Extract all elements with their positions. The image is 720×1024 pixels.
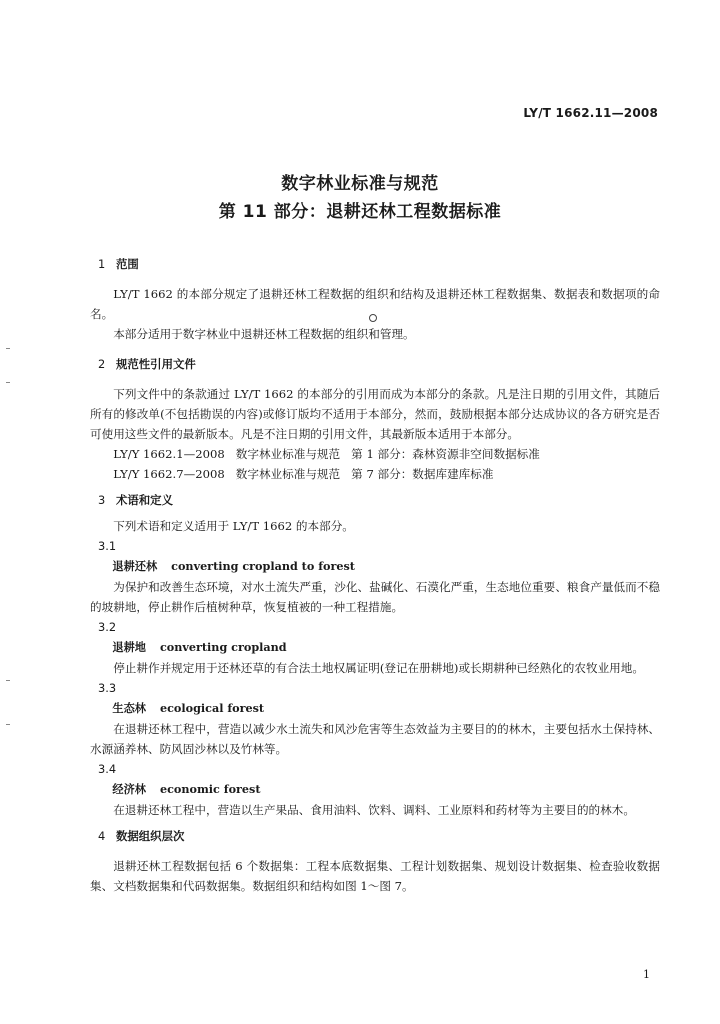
section-heading-3 xyxy=(98,490,660,510)
term-en: economic forest xyxy=(159,782,261,796)
reference-item: LY/Y 1662.1—2008 数字林业标准与规范 第 1 部分：森林资源非空间数据标准 xyxy=(113,447,540,461)
paragraph: 下列术语和定义适用于 LY/T 1662 的本部分。 xyxy=(113,519,354,533)
title-line-2: 第 11 部分：退耕还林工程数据标准 xyxy=(218,202,502,222)
term-zh: 生态林 xyxy=(112,702,146,715)
term-name xyxy=(90,779,660,800)
term-zh: 退耕还林 xyxy=(112,560,158,573)
paragraph: 本部分适用于数字林业中退耕还林工程数据的组织和管理。 xyxy=(113,327,415,341)
term-definition: 在退耕还林工程中，营造以减少水土流失和风沙危害等生态效益为主要目的的林木，主要包括水土保持林、水源涵养林、防风固沙林以及竹林等。 xyxy=(90,722,660,756)
section-heading-4 xyxy=(98,826,660,846)
margin-tick xyxy=(6,382,10,383)
standard-code: LY/T 1662.11—2008 xyxy=(523,106,658,120)
section-number: 2 xyxy=(98,357,106,371)
term-number: 3.4 xyxy=(98,762,117,776)
term-name xyxy=(90,698,660,719)
section-title: 规范性引用文件 xyxy=(116,357,196,371)
term-definition: 在退耕还林工程中，营造以生产果品、食用油料、饮料、调料、工业原料和药材等为主要目的的林木。 xyxy=(113,803,635,817)
document-body xyxy=(90,254,660,896)
reference-item: LY/Y 1662.7—2008 数字林业标准与规范 第 7 部分：数据库建库标准 xyxy=(113,467,494,481)
term-number: 3.3 xyxy=(98,681,117,695)
term-definition: 停止耕作并规定用于还林还草的有合法土地权属证明(登记在册耕地)或长期耕种已经熟化的农牧业用地。 xyxy=(113,661,644,675)
page-number: 1 xyxy=(643,968,650,981)
term-number: 3.1 xyxy=(98,539,117,553)
margin-tick xyxy=(6,348,10,349)
term-zh: 退耕地 xyxy=(112,641,146,654)
section-title: 范围 xyxy=(116,257,139,271)
term-zh: 经济林 xyxy=(112,783,146,796)
paragraph: 退耕还林工程数据包括 6 个数据集：工程本底数据集、工程计划数据集、规划设计数据集、检查验收数据集、文档数据集和代码数据集。数据组织和结构如图 1～图 7。 xyxy=(90,859,660,893)
section-title: 数据组织层次 xyxy=(116,829,185,843)
term-en: converting cropland to forest xyxy=(171,559,355,573)
section-number: 4 xyxy=(98,829,106,843)
term-name xyxy=(90,637,660,658)
section-heading-2 xyxy=(98,354,660,374)
margin-tick xyxy=(6,680,10,681)
title-line-1: 数字林业标准与规范 xyxy=(281,174,439,194)
section-heading-1 xyxy=(98,254,660,274)
paragraph: LY/T 1662 的本部分规定了退耕还林工程数据的组织和结构及退耕还林工程数据集、数据表和数据项的命名。 xyxy=(90,287,660,321)
term-number: 3.2 xyxy=(98,620,117,634)
section-title: 术语和定义 xyxy=(116,493,173,507)
term-definition: 为保护和改善生态环境，对水土流失严重，沙化、盐碱化、石漠化严重，生态地位重要、粮食产量低而不稳的坡耕地，停止耕作后植树种草，恢复植被的一种工程措施。 xyxy=(90,580,660,614)
margin-tick xyxy=(6,724,10,725)
document-title xyxy=(0,170,720,226)
term-en: ecological forest xyxy=(159,701,265,715)
term-name xyxy=(90,556,660,577)
term-en: converting cropland xyxy=(159,640,287,654)
section-number: 1 xyxy=(98,257,106,271)
paragraph: 下列文件中的条款通过 LY/T 1662 的本部分的引用而成为本部分的条款。凡是注日期的引用文件，其随后所有的修改单(不包括勘误的内容)或修订版均不适用于本部分，然而，鼓励根据本部分达成协议的各方研究是否可使用这些文件的最新版本。凡是不注日期的引用文件，其最新版本适用于本部分。 xyxy=(90,387,660,441)
section-number: 3 xyxy=(98,493,106,507)
